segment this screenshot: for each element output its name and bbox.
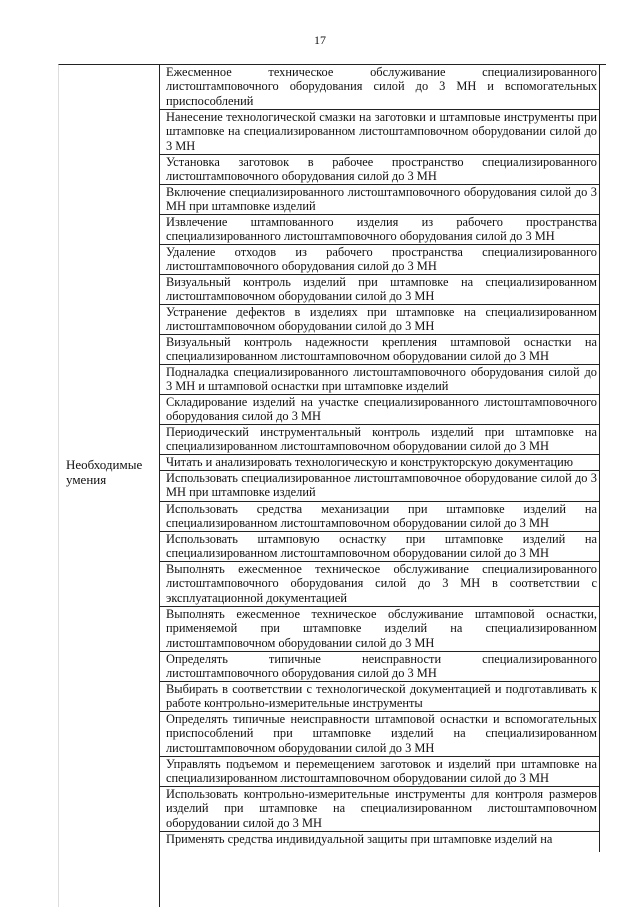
row-text: Периодический инструментальный контроль изделий при штамповке на специализированном листоштамповочном оборудовании силой до 3 МН bbox=[166, 425, 597, 454]
table-row bbox=[160, 787, 600, 832]
row-text: Использовать контрольно-измерительные инструменты для контроля размеров изделий при штамповке на специализированном листоштамповочном оборудовании силой до 3 МН bbox=[166, 787, 597, 830]
rows-column bbox=[160, 65, 606, 907]
table-row bbox=[160, 607, 600, 652]
row-group-label: Необходимые умения bbox=[66, 457, 143, 487]
row-text: Устранение дефектов в изделиях при штамповке на специализированном листоштамповочном оборудовании силой до 3 МН bbox=[166, 305, 597, 334]
table-row bbox=[160, 365, 600, 395]
table-row bbox=[160, 395, 600, 425]
label-column bbox=[59, 65, 160, 907]
table-row bbox=[160, 155, 600, 185]
row-text: Визуальный контроль изделий при штамповке на специализированном листоштамповочном оборудовании силой до 3 МН bbox=[166, 275, 597, 304]
row-text: Подналадка специализированного листоштамповочного оборудования силой до 3 МН и штамповой оснастки при штамповке изделий bbox=[166, 365, 597, 394]
row-text: Читать и анализировать технологическую и конструкторскую документацию bbox=[166, 455, 574, 469]
table-row bbox=[160, 682, 600, 712]
row-text: Удаление отходов из рабочего пространства специализированного листоштамповочного оборудования силой до 3 МН bbox=[166, 245, 597, 274]
table-row bbox=[160, 185, 600, 215]
row-text: Определять типичные неисправности специализированного листоштамповочного оборудования силой до 3 МН bbox=[166, 652, 597, 681]
table-row bbox=[160, 832, 600, 852]
row-text: Управлять подъемом и перемещением заготовок и изделий при штамповке на специализированном листоштамповочном оборудовании силой до 3 МН bbox=[166, 757, 597, 786]
table-row bbox=[160, 712, 600, 757]
table-row bbox=[160, 245, 600, 275]
row-text: Применять средства индивидуальной защиты при штамповке изделий на bbox=[166, 832, 553, 846]
table-row bbox=[160, 275, 600, 305]
table-row bbox=[160, 532, 600, 562]
table-row bbox=[160, 652, 600, 682]
page-number: 17 bbox=[314, 33, 326, 47]
row-text: Выбирать в соответствии с технологической документацией и подготавливать к работе контрольно-измерительные инструменты bbox=[166, 682, 597, 711]
row-text: Ежесменное техническое обслуживание специализированного листоштамповочного оборудования силой до 3 МН и вспомогательных приспособлений bbox=[166, 65, 597, 108]
row-text: Использовать средства механизации при штамповке изделий на специализированном листоштамповочном оборудовании силой до 3 МН bbox=[166, 502, 597, 531]
row-text: Выполнять ежесменное техническое обслуживание штамповой оснастки, применяемой при штамповке изделий на специализированном листоштамповочном оборудовании силой до 3 МН bbox=[166, 607, 597, 650]
row-text: Выполнять ежесменное техническое обслуживание специализированного листоштамповочного оборудования силой до 3 МН в соответствии с эксплуатационной документацией bbox=[166, 562, 597, 605]
table-row bbox=[160, 425, 600, 455]
table-row bbox=[160, 455, 600, 471]
table-row bbox=[160, 110, 600, 155]
skills-table bbox=[58, 64, 606, 907]
row-text: Установка заготовок в рабочее пространство специализированного листоштамповочного оборудования силой до 3 МН bbox=[166, 155, 597, 184]
table-row bbox=[160, 215, 600, 245]
row-text: Определять типичные неисправности штамповой оснастки и вспомогательных приспособлений при штамповке изделий на специализированном листоштамповочном оборудовании силой до 3 МН bbox=[166, 712, 597, 755]
table-row bbox=[160, 335, 600, 365]
row-text: Складирование изделий на участке специализированного листоштамповочного оборудования силой до 3 МН bbox=[166, 395, 597, 424]
table-row bbox=[160, 65, 600, 110]
row-text: Нанесение технологической смазки на заготовки и штамповые инструменты при штамповке на специализированном листоштамповочном оборудовании силой до 3 МН bbox=[166, 110, 597, 153]
table-row bbox=[160, 562, 600, 607]
table-row bbox=[160, 757, 600, 787]
row-text: Извлечение штампованного изделия из рабочего пространства специализированного листоштамповочного оборудования силой до 3 МН bbox=[166, 215, 597, 244]
row-text: Использовать специализированное листоштамповочное оборудование силой до 3 МН при штамповке изделий bbox=[166, 471, 597, 500]
row-text: Визуальный контроль надежности крепления штамповой оснастки на специализированном листоштамповочном оборудовании силой до 3 МН bbox=[166, 335, 597, 364]
table-row bbox=[160, 471, 600, 502]
row-text: Использовать штамповую оснастку при штамповке изделий на специализированном листоштамповочном оборудовании силой до 3 МН bbox=[166, 532, 597, 561]
table-row bbox=[160, 305, 600, 335]
row-text: Включение специализированного листоштамповочного оборудования силой до 3 МН при штамповке изделий bbox=[166, 185, 597, 214]
table-row bbox=[160, 502, 600, 532]
